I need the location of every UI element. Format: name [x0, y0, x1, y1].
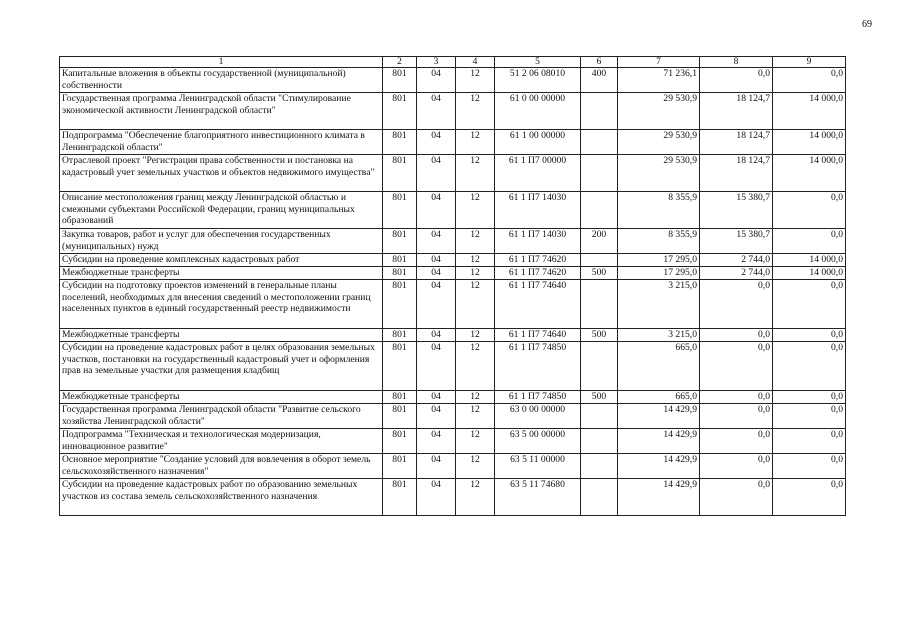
- cell-amount-year2: 0,0: [700, 68, 773, 93]
- cell-target-article: 61 1 П7 74640: [495, 329, 581, 342]
- row-description: Межбюджетные трансферты: [60, 267, 383, 280]
- cell-amount-year1: 29 530,9: [618, 130, 700, 155]
- table-row: [60, 267, 846, 280]
- cell-expense-type: 500: [581, 391, 618, 404]
- row-description: Закупка товаров, работ и услуг для обеспечения государственных (муниципальных) нужд: [60, 229, 383, 254]
- cell-ministry: 801: [383, 342, 417, 391]
- cell-amount-year3: 0,0: [773, 342, 846, 391]
- cell-amount-year1: 14 429,9: [618, 429, 700, 454]
- cell-amount-year1: 14 429,9: [618, 454, 700, 479]
- cell-target-article: 61 1 00 00000: [495, 130, 581, 155]
- row-description: Отраслевой проект "Регистрация права собственности и постановка на кадастровый учет земельных участков и объектов недвижимого имущества": [60, 155, 383, 192]
- cell-amount-year2: 0,0: [700, 454, 773, 479]
- cell-amount-year1: 17 295,0: [618, 267, 700, 280]
- cell-subsection: 12: [456, 454, 495, 479]
- cell-target-article: 61 1 П7 74620: [495, 254, 581, 267]
- table-row: [60, 192, 846, 229]
- cell-amount-year2: 0,0: [700, 280, 773, 329]
- cell-subsection: 12: [456, 267, 495, 280]
- table-row: [60, 130, 846, 155]
- cell-expense-type: [581, 254, 618, 267]
- table-row: [60, 329, 846, 342]
- header-row: [60, 57, 846, 68]
- table-row: [60, 93, 846, 130]
- cell-amount-year2: 18 124,7: [700, 130, 773, 155]
- cell-ministry: 801: [383, 192, 417, 229]
- cell-ministry: 801: [383, 404, 417, 429]
- cell-ministry: 801: [383, 93, 417, 130]
- cell-expense-type: [581, 429, 618, 454]
- cell-ministry: 801: [383, 329, 417, 342]
- cell-amount-year1: 14 429,9: [618, 479, 700, 516]
- cell-amount-year3: 0,0: [773, 479, 846, 516]
- table-row: [60, 155, 846, 192]
- table-row: [60, 391, 846, 404]
- cell-amount-year1: 8 355,9: [618, 229, 700, 254]
- cell-amount-year3: 0,0: [773, 404, 846, 429]
- cell-ministry: 801: [383, 267, 417, 280]
- cell-target-article: 61 0 00 00000: [495, 93, 581, 130]
- row-description: Государственная программа Ленинградской области "Развитие сельского хозяйства Ленинградской области": [60, 404, 383, 429]
- cell-ministry: 801: [383, 68, 417, 93]
- cell-target-article: 61 1 П7 00000: [495, 155, 581, 192]
- cell-subsection: 12: [456, 280, 495, 329]
- cell-subsection: 12: [456, 93, 495, 130]
- cell-section: 04: [417, 329, 456, 342]
- cell-amount-year3: 14 000,0: [773, 267, 846, 280]
- cell-section: 04: [417, 391, 456, 404]
- cell-amount-year2: 0,0: [700, 391, 773, 404]
- cell-amount-year2: 15 380,7: [700, 192, 773, 229]
- header-cell: 3: [417, 57, 456, 68]
- cell-section: 04: [417, 267, 456, 280]
- cell-amount-year3: 0,0: [773, 429, 846, 454]
- row-description: Подпрограмма "Техническая и технологическая модернизация, инновационное развитие": [60, 429, 383, 454]
- cell-section: 04: [417, 254, 456, 267]
- table-row: [60, 68, 846, 93]
- cell-ministry: 801: [383, 254, 417, 267]
- cell-target-article: 63 5 11 74680: [495, 479, 581, 516]
- cell-ministry: 801: [383, 155, 417, 192]
- cell-amount-year1: 71 236,1: [618, 68, 700, 93]
- row-description: Основное мероприятие "Создание условий для вовлечения в оборот земель сельскохозяйственного назначения": [60, 454, 383, 479]
- table-row: [60, 229, 846, 254]
- cell-amount-year3: 0,0: [773, 229, 846, 254]
- cell-target-article: 61 1 П7 74640: [495, 280, 581, 329]
- cell-target-article: 61 1 П7 74620: [495, 267, 581, 280]
- cell-amount-year1: 29 530,9: [618, 155, 700, 192]
- cell-amount-year3: 0,0: [773, 454, 846, 479]
- cell-section: 04: [417, 155, 456, 192]
- row-description: Государственная программа Ленинградской области "Стимулирование экономической активности Ленинградской области": [60, 93, 383, 130]
- cell-ministry: 801: [383, 429, 417, 454]
- cell-target-article: 63 5 11 00000: [495, 454, 581, 479]
- cell-amount-year2: 2 744,0: [700, 254, 773, 267]
- cell-section: 04: [417, 192, 456, 229]
- cell-subsection: 12: [456, 342, 495, 391]
- cell-target-article: 63 5 00 00000: [495, 429, 581, 454]
- row-description: Подпрограмма "Обеспечение благоприятного инвестиционного климата в Ленинградской области": [60, 130, 383, 155]
- page-number: 69: [862, 19, 872, 30]
- header-cell: 4: [456, 57, 495, 68]
- cell-amount-year2: 2 744,0: [700, 267, 773, 280]
- cell-amount-year2: 0,0: [700, 404, 773, 429]
- cell-amount-year3: 14 000,0: [773, 254, 846, 267]
- cell-section: 04: [417, 93, 456, 130]
- cell-subsection: 12: [456, 404, 495, 429]
- table-row: [60, 454, 846, 479]
- table-row: [60, 280, 846, 329]
- cell-expense-type: 200: [581, 229, 618, 254]
- cell-amount-year1: 17 295,0: [618, 254, 700, 267]
- cell-subsection: 12: [456, 254, 495, 267]
- row-description: Капитальные вложения в объекты государственной (муниципальной) собственности: [60, 68, 383, 93]
- cell-section: 04: [417, 280, 456, 329]
- table-row: [60, 479, 846, 516]
- cell-amount-year2: 0,0: [700, 429, 773, 454]
- row-description: Субсидии на проведение кадастровых работ в целях образования земельных участков, постановки на государственный кадастровый учет и оформления прав на земельные участки для размещения кладбищ: [60, 342, 383, 391]
- cell-section: 04: [417, 68, 456, 93]
- header-cell: 1: [60, 57, 383, 68]
- cell-expense-type: [581, 130, 618, 155]
- cell-subsection: 12: [456, 429, 495, 454]
- cell-amount-year3: 0,0: [773, 280, 846, 329]
- table-row: [60, 429, 846, 454]
- header-cell: 6: [581, 57, 618, 68]
- cell-amount-year3: 0,0: [773, 329, 846, 342]
- cell-section: 04: [417, 342, 456, 391]
- cell-subsection: 12: [456, 329, 495, 342]
- cell-expense-type: 500: [581, 267, 618, 280]
- cell-section: 04: [417, 229, 456, 254]
- cell-amount-year3: 0,0: [773, 391, 846, 404]
- header-cell: 9: [773, 57, 846, 68]
- cell-section: 04: [417, 404, 456, 429]
- cell-ministry: 801: [383, 391, 417, 404]
- cell-amount-year1: 3 215,0: [618, 329, 700, 342]
- row-description: Субсидии на проведение комплексных кадастровых работ: [60, 254, 383, 267]
- cell-amount-year1: 665,0: [618, 342, 700, 391]
- cell-expense-type: 400: [581, 68, 618, 93]
- cell-ministry: 801: [383, 454, 417, 479]
- row-description: Субсидии на подготовку проектов изменений в генеральные планы поселений, необходимых для внесения сведений о местоположении границ населенных пунктов в единый государственный реестр недвижимости: [60, 280, 383, 329]
- cell-subsection: 12: [456, 130, 495, 155]
- cell-amount-year2: 0,0: [700, 479, 773, 516]
- cell-section: 04: [417, 454, 456, 479]
- cell-expense-type: [581, 192, 618, 229]
- cell-expense-type: [581, 155, 618, 192]
- table-row: [60, 404, 846, 429]
- cell-amount-year2: 0,0: [700, 329, 773, 342]
- cell-target-article: 63 0 00 00000: [495, 404, 581, 429]
- cell-target-article: 61 1 П7 74850: [495, 391, 581, 404]
- cell-subsection: 12: [456, 68, 495, 93]
- header-cell: 7: [618, 57, 700, 68]
- cell-expense-type: [581, 280, 618, 329]
- table-row: [60, 254, 846, 267]
- cell-amount-year3: 14 000,0: [773, 155, 846, 192]
- header-cell: 5: [495, 57, 581, 68]
- cell-ministry: 801: [383, 229, 417, 254]
- cell-section: 04: [417, 429, 456, 454]
- cell-subsection: 12: [456, 391, 495, 404]
- cell-amount-year1: 665,0: [618, 391, 700, 404]
- cell-expense-type: [581, 342, 618, 391]
- cell-section: 04: [417, 130, 456, 155]
- header-cell: 8: [700, 57, 773, 68]
- cell-target-article: 61 1 П7 14030: [495, 229, 581, 254]
- cell-amount-year3: 14 000,0: [773, 93, 846, 130]
- cell-amount-year1: 29 530,9: [618, 93, 700, 130]
- cell-subsection: 12: [456, 192, 495, 229]
- cell-subsection: 12: [456, 479, 495, 516]
- cell-section: 04: [417, 479, 456, 516]
- cell-amount-year2: 0,0: [700, 342, 773, 391]
- cell-amount-year2: 18 124,7: [700, 155, 773, 192]
- row-description: Межбюджетные трансферты: [60, 329, 383, 342]
- cell-amount-year1: 14 429,9: [618, 404, 700, 429]
- cell-amount-year1: 3 215,0: [618, 280, 700, 329]
- cell-expense-type: 500: [581, 329, 618, 342]
- cell-subsection: 12: [456, 229, 495, 254]
- cell-ministry: 801: [383, 479, 417, 516]
- cell-ministry: 801: [383, 280, 417, 329]
- cell-subsection: 12: [456, 155, 495, 192]
- cell-amount-year3: 0,0: [773, 68, 846, 93]
- row-description: Субсидии на проведение кадастровых работ по образованию земельных участков из состава земель сельскохозяйственного назначения: [60, 479, 383, 516]
- table-row: [60, 342, 846, 391]
- cell-expense-type: [581, 404, 618, 429]
- row-description: Описание местоположения границ между Ленинградской областью и смежными субъектами Российской Федерации, границ муниципальных образований: [60, 192, 383, 229]
- row-description: Межбюджетные трансферты: [60, 391, 383, 404]
- cell-target-article: 51 2 06 08010: [495, 68, 581, 93]
- cell-amount-year1: 8 355,9: [618, 192, 700, 229]
- cell-expense-type: [581, 93, 618, 130]
- cell-amount-year2: 18 124,7: [700, 93, 773, 130]
- budget-table: [59, 56, 846, 516]
- cell-target-article: 61 1 П7 14030: [495, 192, 581, 229]
- cell-amount-year3: 14 000,0: [773, 130, 846, 155]
- cell-target-article: 61 1 П7 74850: [495, 342, 581, 391]
- cell-ministry: 801: [383, 130, 417, 155]
- cell-expense-type: [581, 454, 618, 479]
- header-cell: 2: [383, 57, 417, 68]
- cell-amount-year2: 15 380,7: [700, 229, 773, 254]
- cell-amount-year3: 0,0: [773, 192, 846, 229]
- cell-expense-type: [581, 479, 618, 516]
